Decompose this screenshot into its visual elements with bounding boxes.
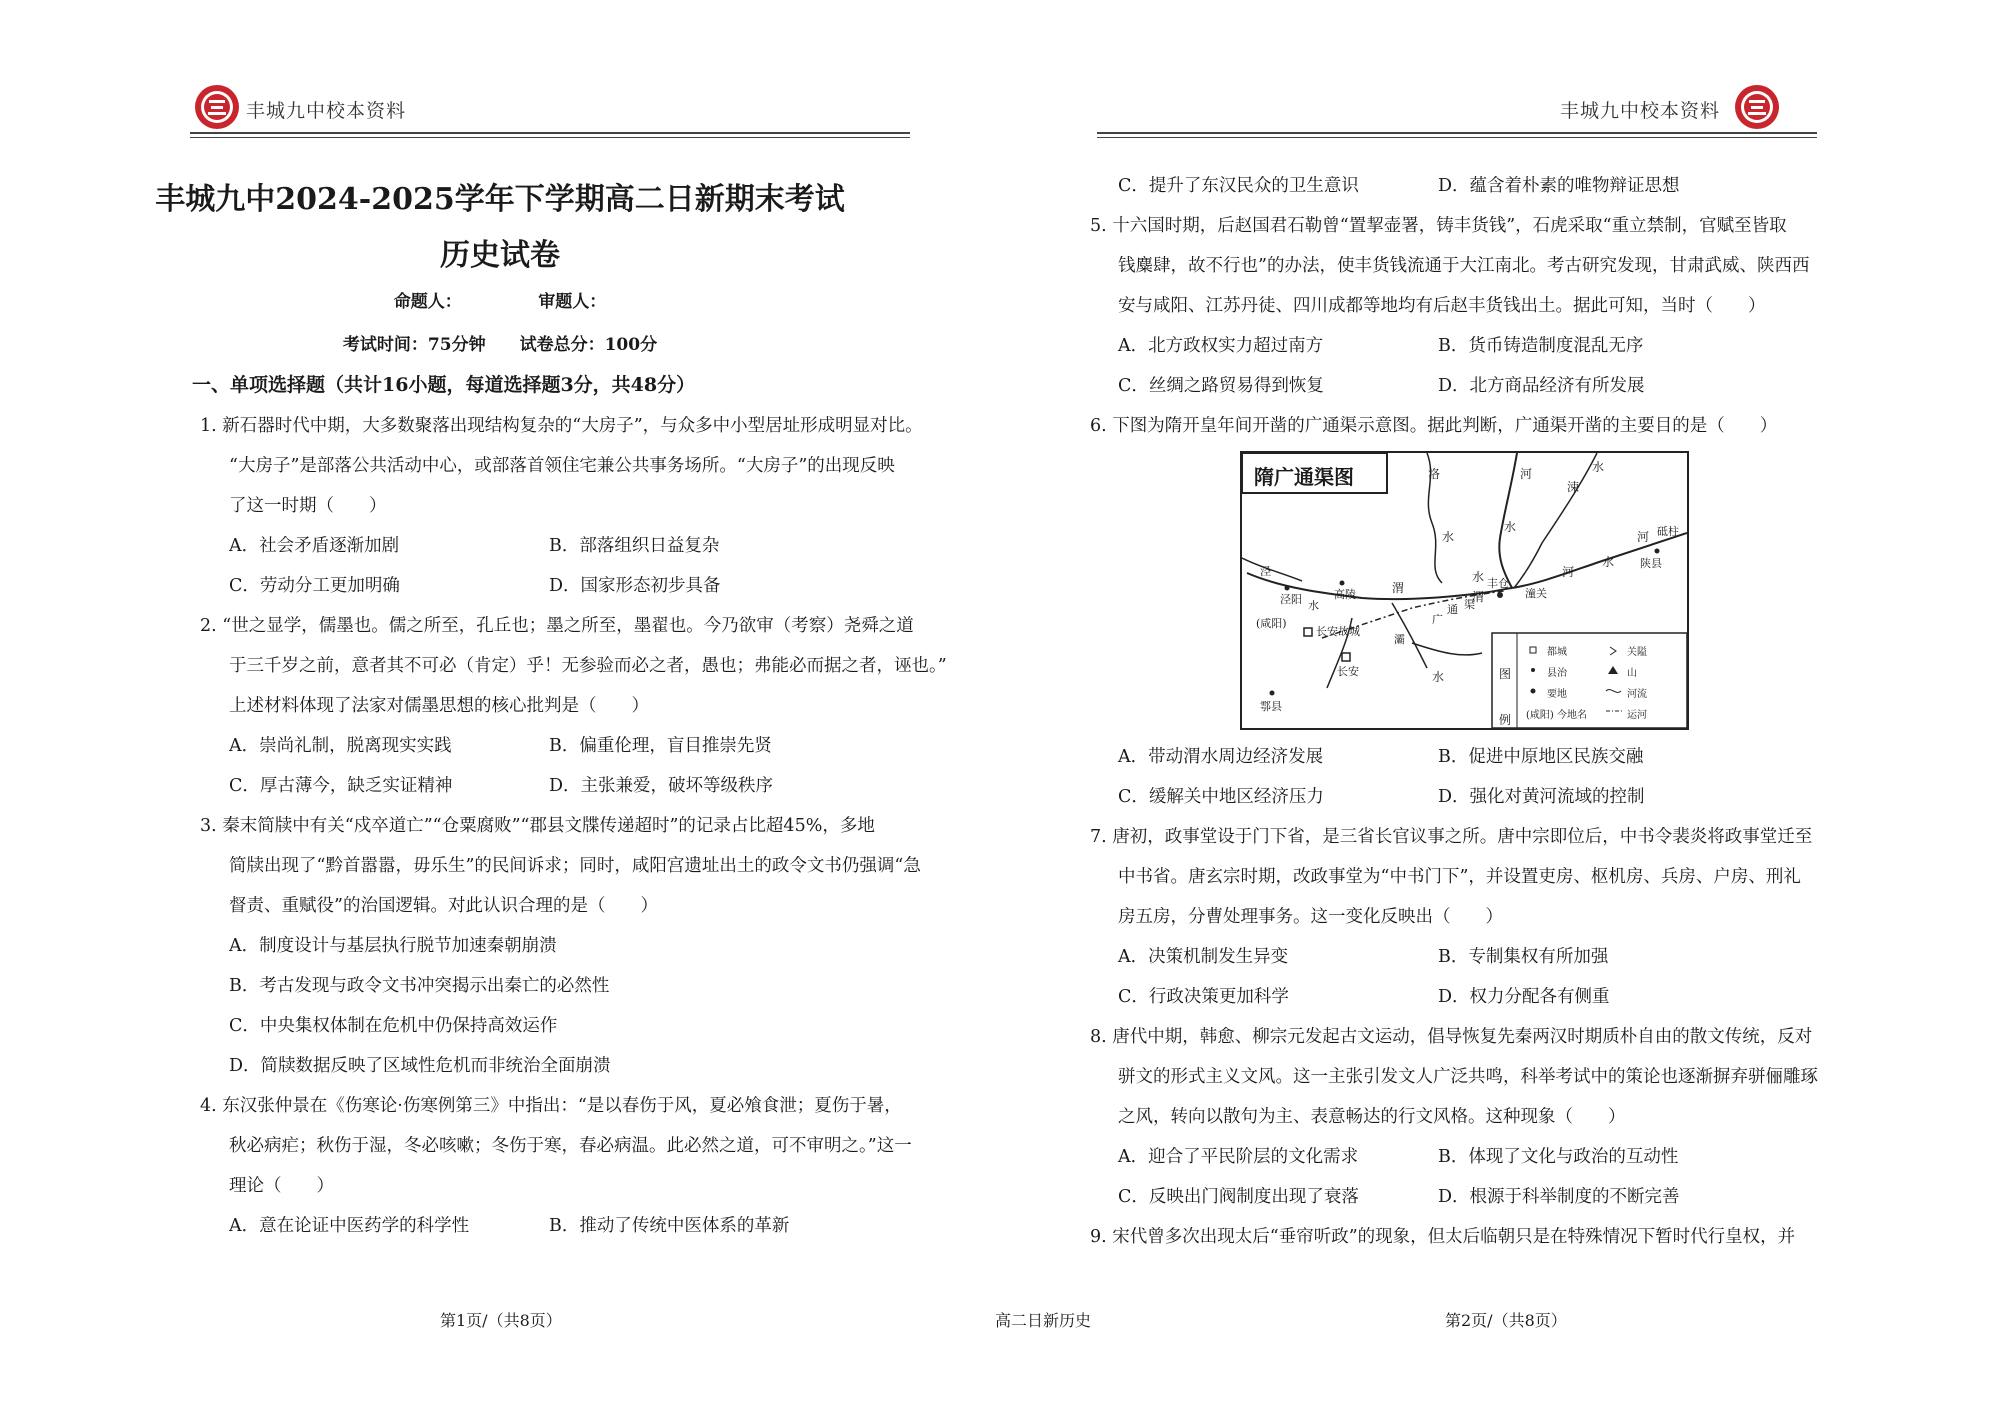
map-label: 长安	[1337, 665, 1359, 678]
canal-map	[1240, 451, 1689, 730]
school-logo-icon	[1733, 83, 1781, 131]
header-rule-thin	[190, 137, 910, 138]
option-b[interactable]: B．部落组织日益复杂	[549, 536, 720, 556]
option-c[interactable]: C．提升了东汉民众的卫生意识	[1118, 176, 1359, 196]
question-line: 之风，转向以散句为主、表意畅达的行文风格。这种现象（ ）	[1118, 1107, 1626, 1127]
option-d[interactable]: D．蕴含着朴素的唯物辩证思想	[1438, 176, 1680, 196]
header-school-label-right: 丰城九中校本资料	[1560, 100, 1721, 122]
map-label: 水	[1432, 670, 1445, 684]
question-line: 了这一时期（ ）	[229, 496, 387, 516]
option-c[interactable]: C．行政决策更加科学	[1118, 987, 1289, 1007]
map-drawing	[1242, 453, 1687, 728]
map-label: 长安故城	[1316, 625, 1360, 638]
map-label: 河	[1637, 530, 1650, 544]
option-d[interactable]: D．国家形态初步具备	[549, 576, 721, 596]
question-line: 理论（ ）	[229, 1176, 334, 1196]
map-label: 泾阳	[1280, 593, 1302, 606]
option-d[interactable]: D．简牍数据反映了区域性危机而非统治全面崩溃	[229, 1056, 611, 1076]
option-b[interactable]: B．货币铸造制度混乱无序	[1438, 336, 1644, 356]
option-b[interactable]: B．体现了文化与政治的互动性	[1438, 1147, 1679, 1167]
option-c[interactable]: C．丝绸之路贸易得到恢复	[1118, 376, 1324, 396]
time-line: 考试时间：75分钟 试卷总分：100分	[342, 335, 658, 355]
option-b[interactable]: B．推动了传统中医体系的革新	[549, 1216, 790, 1236]
question-line: 4. 东汉张仲景在《伤寒论·伤寒例第三》中指出：“是以春伤于风，夏必飧食泄；夏伤于暑，	[200, 1096, 902, 1116]
map-label: 渭	[1392, 581, 1405, 595]
section-heading: 一、单项选择题（共计16小题，每道选择题3分，共48分）	[192, 374, 696, 396]
legend-item: 要地	[1547, 689, 1567, 700]
question-line: 秋必病疟；秋伤于湿，冬必咳嗽；冬伤于寒，春必病温。此必然之道，可不审明之。”这一	[229, 1136, 912, 1156]
option-a[interactable]: A．决策机制发生异变	[1118, 947, 1289, 967]
map-label: 河	[1520, 467, 1533, 481]
map-label: 丰仓	[1487, 577, 1509, 590]
option-a[interactable]: A．意在论证中医药学的科学性	[229, 1216, 470, 1236]
page-number-left: 第1页/（共8页）	[440, 1311, 562, 1330]
question-line: 5. 十六国时期，后赵国君石勒曾“置挈壶署，铸丰货钱”，石虎采取“重立禁制，官赋至皆取	[1090, 216, 1787, 236]
map-label: 河	[1562, 565, 1575, 579]
map-label: 砥柱	[1657, 525, 1679, 538]
map-label: 灞	[1394, 633, 1405, 646]
map-label: 洛	[1428, 467, 1441, 481]
question-line: 7. 唐初，政事堂设于门下省，是三省长官议事之所。唐中宗即位后，中书令裴炎将政事堂迁至	[1090, 827, 1813, 847]
exam-subtitle: 历史试卷	[440, 238, 560, 273]
map-label: 水	[1308, 599, 1319, 612]
legend-item: 山	[1627, 668, 1637, 679]
header-rule-thin-right	[1097, 137, 1817, 138]
option-a[interactable]: A．制度设计与基层执行脱节加速秦朝崩溃	[229, 936, 557, 956]
map-label: 通	[1447, 603, 1458, 616]
map-label: 水	[1602, 555, 1615, 569]
question-line: 中书省。唐玄宗时期，改政事堂为“中书门下”，并设置吏房、枢机房、兵房、户房、刑礼	[1118, 867, 1801, 887]
question-line: 上述材料体现了法家对儒墨思想的核心批判是（ ）	[229, 696, 649, 716]
map-label: 渭	[1472, 590, 1485, 604]
option-b[interactable]: B．偏重伦理，盲目推崇先贤	[549, 736, 772, 756]
option-a[interactable]: A．北方政权实力超过南方	[1118, 336, 1324, 356]
legend-item: 都城	[1547, 647, 1567, 658]
question-line: 钱麋肆，故不行也”的办法，使丰货钱流通于大江南北。考古研究发现，甘肃武威、陕西西	[1118, 256, 1810, 276]
map-label: 鄠县	[1260, 700, 1282, 713]
map-label: 高陵	[1334, 588, 1356, 601]
legend-item: 关隘	[1627, 647, 1647, 658]
exam-title: 丰城九中2024-2025学年下学期高二日新期末考试	[155, 182, 845, 217]
question-line: 3. 秦末简牍中有关“戍卒道亡”“仓粟腐败”“郡县文牒传递超时”的记录占比超45%，多地	[200, 816, 875, 836]
option-c[interactable]: C．中央集权体制在危机中仍保持高效运作	[229, 1016, 558, 1036]
map-label: 广	[1432, 613, 1443, 626]
question-line: 2. “世之显学，儒墨也。儒之所至，孔丘也；墨之所至，墨翟也。今乃欲审（考察）尧舜之道	[200, 616, 914, 636]
option-c[interactable]: C．反映出门阀制度出现了衰落	[1118, 1187, 1359, 1207]
option-c[interactable]: C．缓解关中地区经济压力	[1118, 787, 1324, 807]
map-label: 涑	[1567, 480, 1580, 494]
map-label: 潼关	[1525, 587, 1547, 600]
legend-item: (咸阳) 今地名	[1526, 710, 1587, 721]
option-c[interactable]: C．劳动分工更加明确	[229, 576, 400, 596]
question-line: 6. 下图为隋开皇年间开凿的广通渠示意图。据此判断，广通渠开凿的主要目的是（ ）	[1090, 416, 1778, 436]
legend-item: 河流	[1627, 689, 1647, 700]
question-line: 骈文的形式主义文风。这一主张引发文人广泛共鸣，科举考试中的策论也逐渐摒弃骈俪雕琢	[1118, 1067, 1818, 1087]
option-a[interactable]: A．崇尚礼制，脱离现实实践	[229, 736, 452, 756]
question-line: 安与咸阳、江苏丹徒、四川成都等地均有后赵丰货钱出土。据此可知，当时（ ）	[1118, 296, 1766, 316]
question-line: 8. 唐代中期，韩愈、柳宗元发起古文运动，倡导恢复先秦两汉时期质朴自由的散文传统，反对	[1090, 1027, 1813, 1047]
question-line: 于三千岁之前，意者其不可必（肯定）乎！无参验而必之者，愚也；弗能必而据之者，诬也。”	[229, 656, 947, 676]
option-a[interactable]: A．带动渭水周边经济发展	[1118, 747, 1324, 767]
option-a[interactable]: A．社会矛盾逐渐加剧	[229, 536, 400, 556]
legend-item: 县治	[1547, 668, 1567, 679]
map-label: 水	[1592, 460, 1605, 474]
map-title: 隋广通渠图	[1254, 465, 1354, 489]
school-logo-icon	[193, 83, 241, 131]
map-label: 泾	[1260, 565, 1271, 578]
option-d[interactable]: D．主张兼爱，破坏等级秩序	[549, 776, 774, 796]
map-label: (咸阳)	[1256, 617, 1287, 630]
question-line: 简牍出现了“黔首嚣嚣，毋乐生”的民间诉求；同时，咸阳宫遗址出土的政令文书仍强调“急	[229, 856, 921, 876]
option-b[interactable]: B．促进中原地区民族交融	[1438, 747, 1644, 767]
author-line: 命题人： 审题人：	[393, 292, 607, 312]
header-rule	[190, 132, 910, 134]
map-label: 渠	[1464, 598, 1475, 611]
option-d[interactable]: D．北方商品经济有所发展	[1438, 376, 1645, 396]
option-d[interactable]: D．强化对黄河流域的控制	[1438, 787, 1645, 807]
legend-item: 运河	[1627, 710, 1647, 721]
option-d[interactable]: D．根源于科举制度的不断完善	[1438, 1187, 1680, 1207]
question-line: 督责、重赋役”的治国逻辑。对此认识合理的是（ ）	[229, 896, 658, 916]
header-school-label: 丰城九中校本资料	[246, 100, 407, 122]
option-d[interactable]: D．权力分配各有侧重	[1438, 987, 1610, 1007]
page-number-right: 第2页/（共8页）	[1445, 1311, 1567, 1330]
legend-title: 图例	[1499, 667, 1512, 727]
option-a[interactable]: A．迎合了平民阶层的文化需求	[1118, 1147, 1359, 1167]
question-line: 1. 新石器时代中期，大多数聚落出现结构复杂的“大房子”，与众多中小型居址形成明显对比。	[200, 416, 923, 436]
option-c[interactable]: C．厚古薄今，缺乏实证精神	[229, 776, 453, 796]
map-label: 水	[1504, 520, 1517, 534]
question-line: 9. 宋代曾多次出现太后“垂帘听政”的现象，但太后临朝只是在特殊情况下暂时代行皇权，并	[1090, 1227, 1796, 1247]
option-b[interactable]: B．考古发现与政令文书冲突揭示出秦亡的必然性	[229, 976, 610, 996]
option-b[interactable]: B．专制集权有所加强	[1438, 947, 1609, 967]
map-label: 水	[1472, 570, 1485, 584]
map-label: 水	[1442, 530, 1455, 544]
header-rule-right	[1097, 132, 1817, 134]
map-label: 陕县	[1640, 557, 1662, 570]
question-line: “大房子”是部落公共活动中心，或部落首领住宅兼公共事务场所。“大房子”的出现反映	[229, 456, 895, 476]
footer-center: 高二日新历史	[995, 1311, 1092, 1330]
question-line: 房五房，分曹处理事务。这一变化反映出（ ）	[1118, 907, 1503, 927]
